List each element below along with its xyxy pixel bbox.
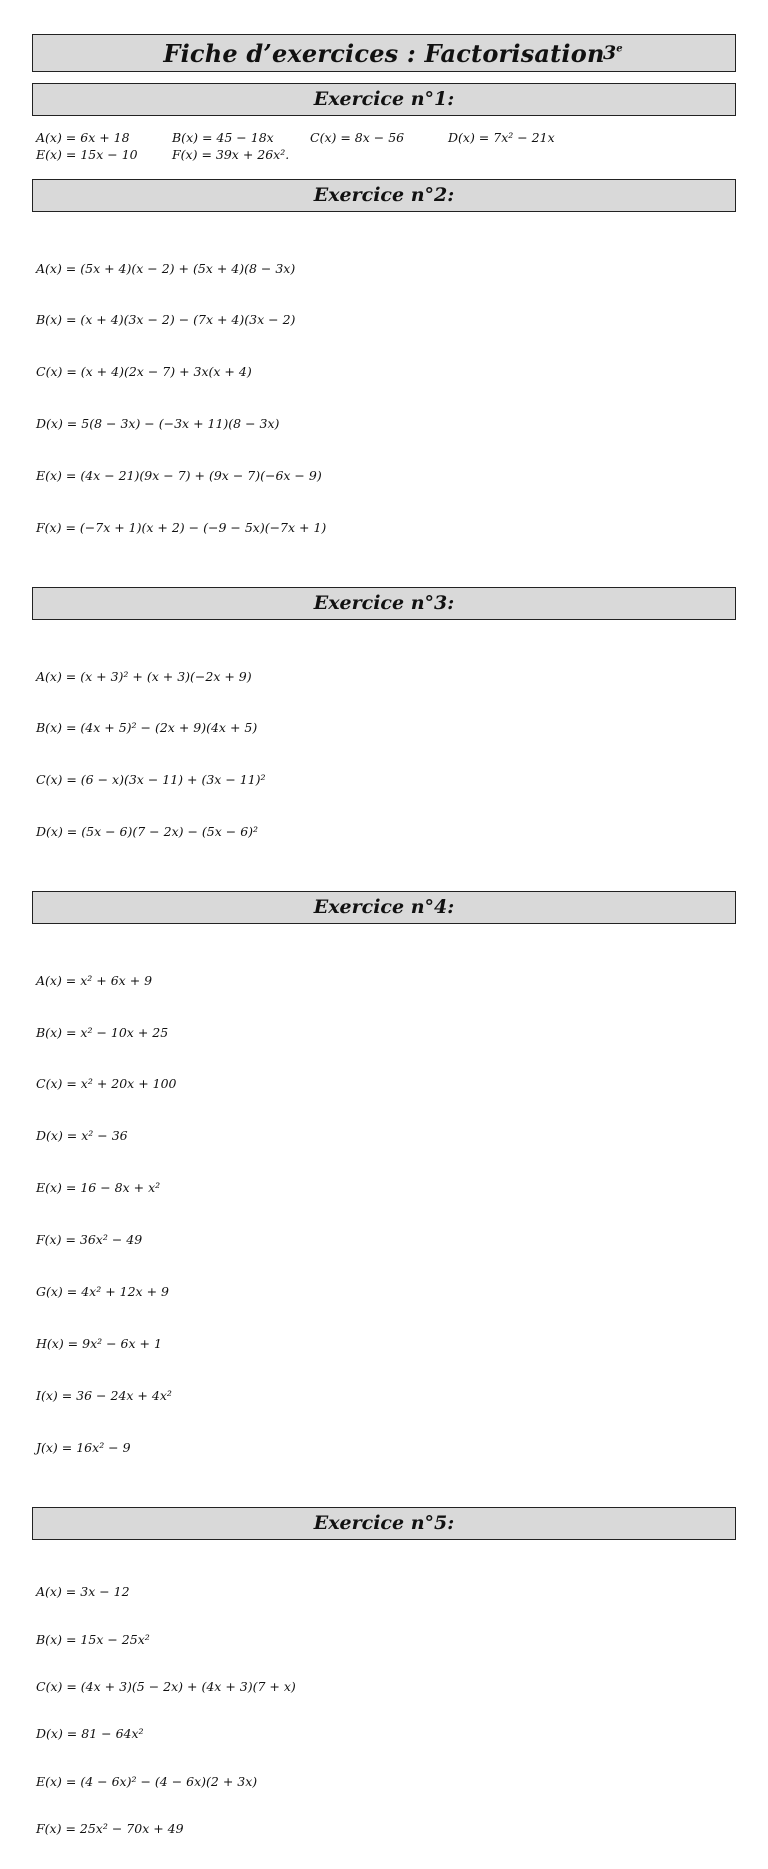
expression: F(x) = 36x² − 49 [36, 1232, 143, 1248]
worksheet-title-box [32, 34, 736, 72]
expression: C(x) = 8x − 56 [310, 130, 405, 145]
expression: E(x) = (4x − 21)(9x − 7) + (9x − 7)(−6x − 9) [36, 468, 322, 484]
exercise-4-expressions [32, 937, 736, 1491]
expression: I(x) = 36 − 24x + 4x² [36, 1387, 172, 1403]
exercise-2-heading: Exercice n°2: [32, 179, 736, 212]
expression: A(x) = 6x + 18 [36, 130, 130, 145]
expression: A(x) = (5x + 4)(x − 2) + (5x + 4)(8 − 3x) [36, 260, 296, 276]
grade-level-number: 3 [603, 42, 617, 64]
expression: H(x) = 9x² − 6x + 1 [36, 1335, 162, 1351]
expression: D(x) = x² − 36 [36, 1128, 128, 1144]
grade-level-suffix: e [616, 43, 623, 55]
worksheet-title: Fiche d’exercices : Factorisation [163, 39, 605, 68]
exercise-1-heading: Exercice n°1: [32, 83, 736, 116]
grade-level [603, 42, 623, 64]
exercise-3-heading: Exercice n°3: [32, 587, 736, 620]
exercise-1-expressions [32, 129, 736, 163]
expression: A(x) = x² + 6x + 9 [36, 972, 153, 988]
expression: J(x) = 16x² − 9 [36, 1439, 131, 1455]
expression: D(x) = 7x² − 21x [448, 130, 555, 145]
expression: G(x) = 4x² + 12x + 9 [36, 1284, 169, 1300]
expression: F(x) = 25x² − 70x + 49 [36, 1821, 184, 1837]
expression: B(x) = (4x + 5)² − (2x + 9)(4x + 5) [36, 720, 258, 736]
exercise-5-expressions [32, 1553, 736, 1869]
expression: D(x) = 5(8 − 3x) − (−3x + 11)(8 − 3x) [36, 416, 280, 432]
expression: F(x) = (−7x + 1)(x + 2) − (−9 − 5x)(−7x + 1) [36, 520, 327, 536]
worksheet [32, 34, 736, 1869]
expression: A(x) = 3x − 12 [36, 1584, 130, 1600]
expression: C(x) = x² + 20x + 100 [36, 1076, 177, 1092]
expression: D(x) = (5x − 6)(7 − 2x) − (5x − 6)² [36, 824, 259, 840]
expression: B(x) = 15x − 25x² [36, 1631, 150, 1647]
expression: B(x) = (x + 4)(3x − 2) − (7x + 4)(3x − 2) [36, 312, 296, 328]
expression: F(x) = 39x + 26x². [172, 147, 290, 162]
expression: B(x) = 45 − 18x [172, 130, 274, 145]
expression: C(x) = (4x + 3)(5 − 2x) + (4x + 3)(7 + x) [36, 1678, 296, 1694]
expression: C(x) = (x + 4)(2x − 7) + 3x(x + 4) [36, 364, 252, 380]
exercise-4-heading: Exercice n°4: [32, 891, 736, 924]
expression: E(x) = (4 − 6x)² − (4 − 6x)(2 + 3x) [36, 1773, 258, 1789]
exercise-2-expressions [32, 225, 736, 571]
expression: A(x) = (x + 3)² + (x + 3)(−2x + 9) [36, 668, 252, 684]
expression: C(x) = (6 − x)(3x − 11) + (3x − 11)² [36, 772, 266, 788]
expression: D(x) = 81 − 64x² [36, 1726, 144, 1742]
exercise-3-expressions [32, 633, 736, 875]
expression: E(x) = 16 − 8x + x² [36, 1180, 161, 1196]
exercise-5-heading: Exercice n°5: [32, 1507, 736, 1540]
expression: B(x) = x² − 10x + 25 [36, 1024, 169, 1040]
expression: E(x) = 15x − 10 [36, 147, 138, 162]
